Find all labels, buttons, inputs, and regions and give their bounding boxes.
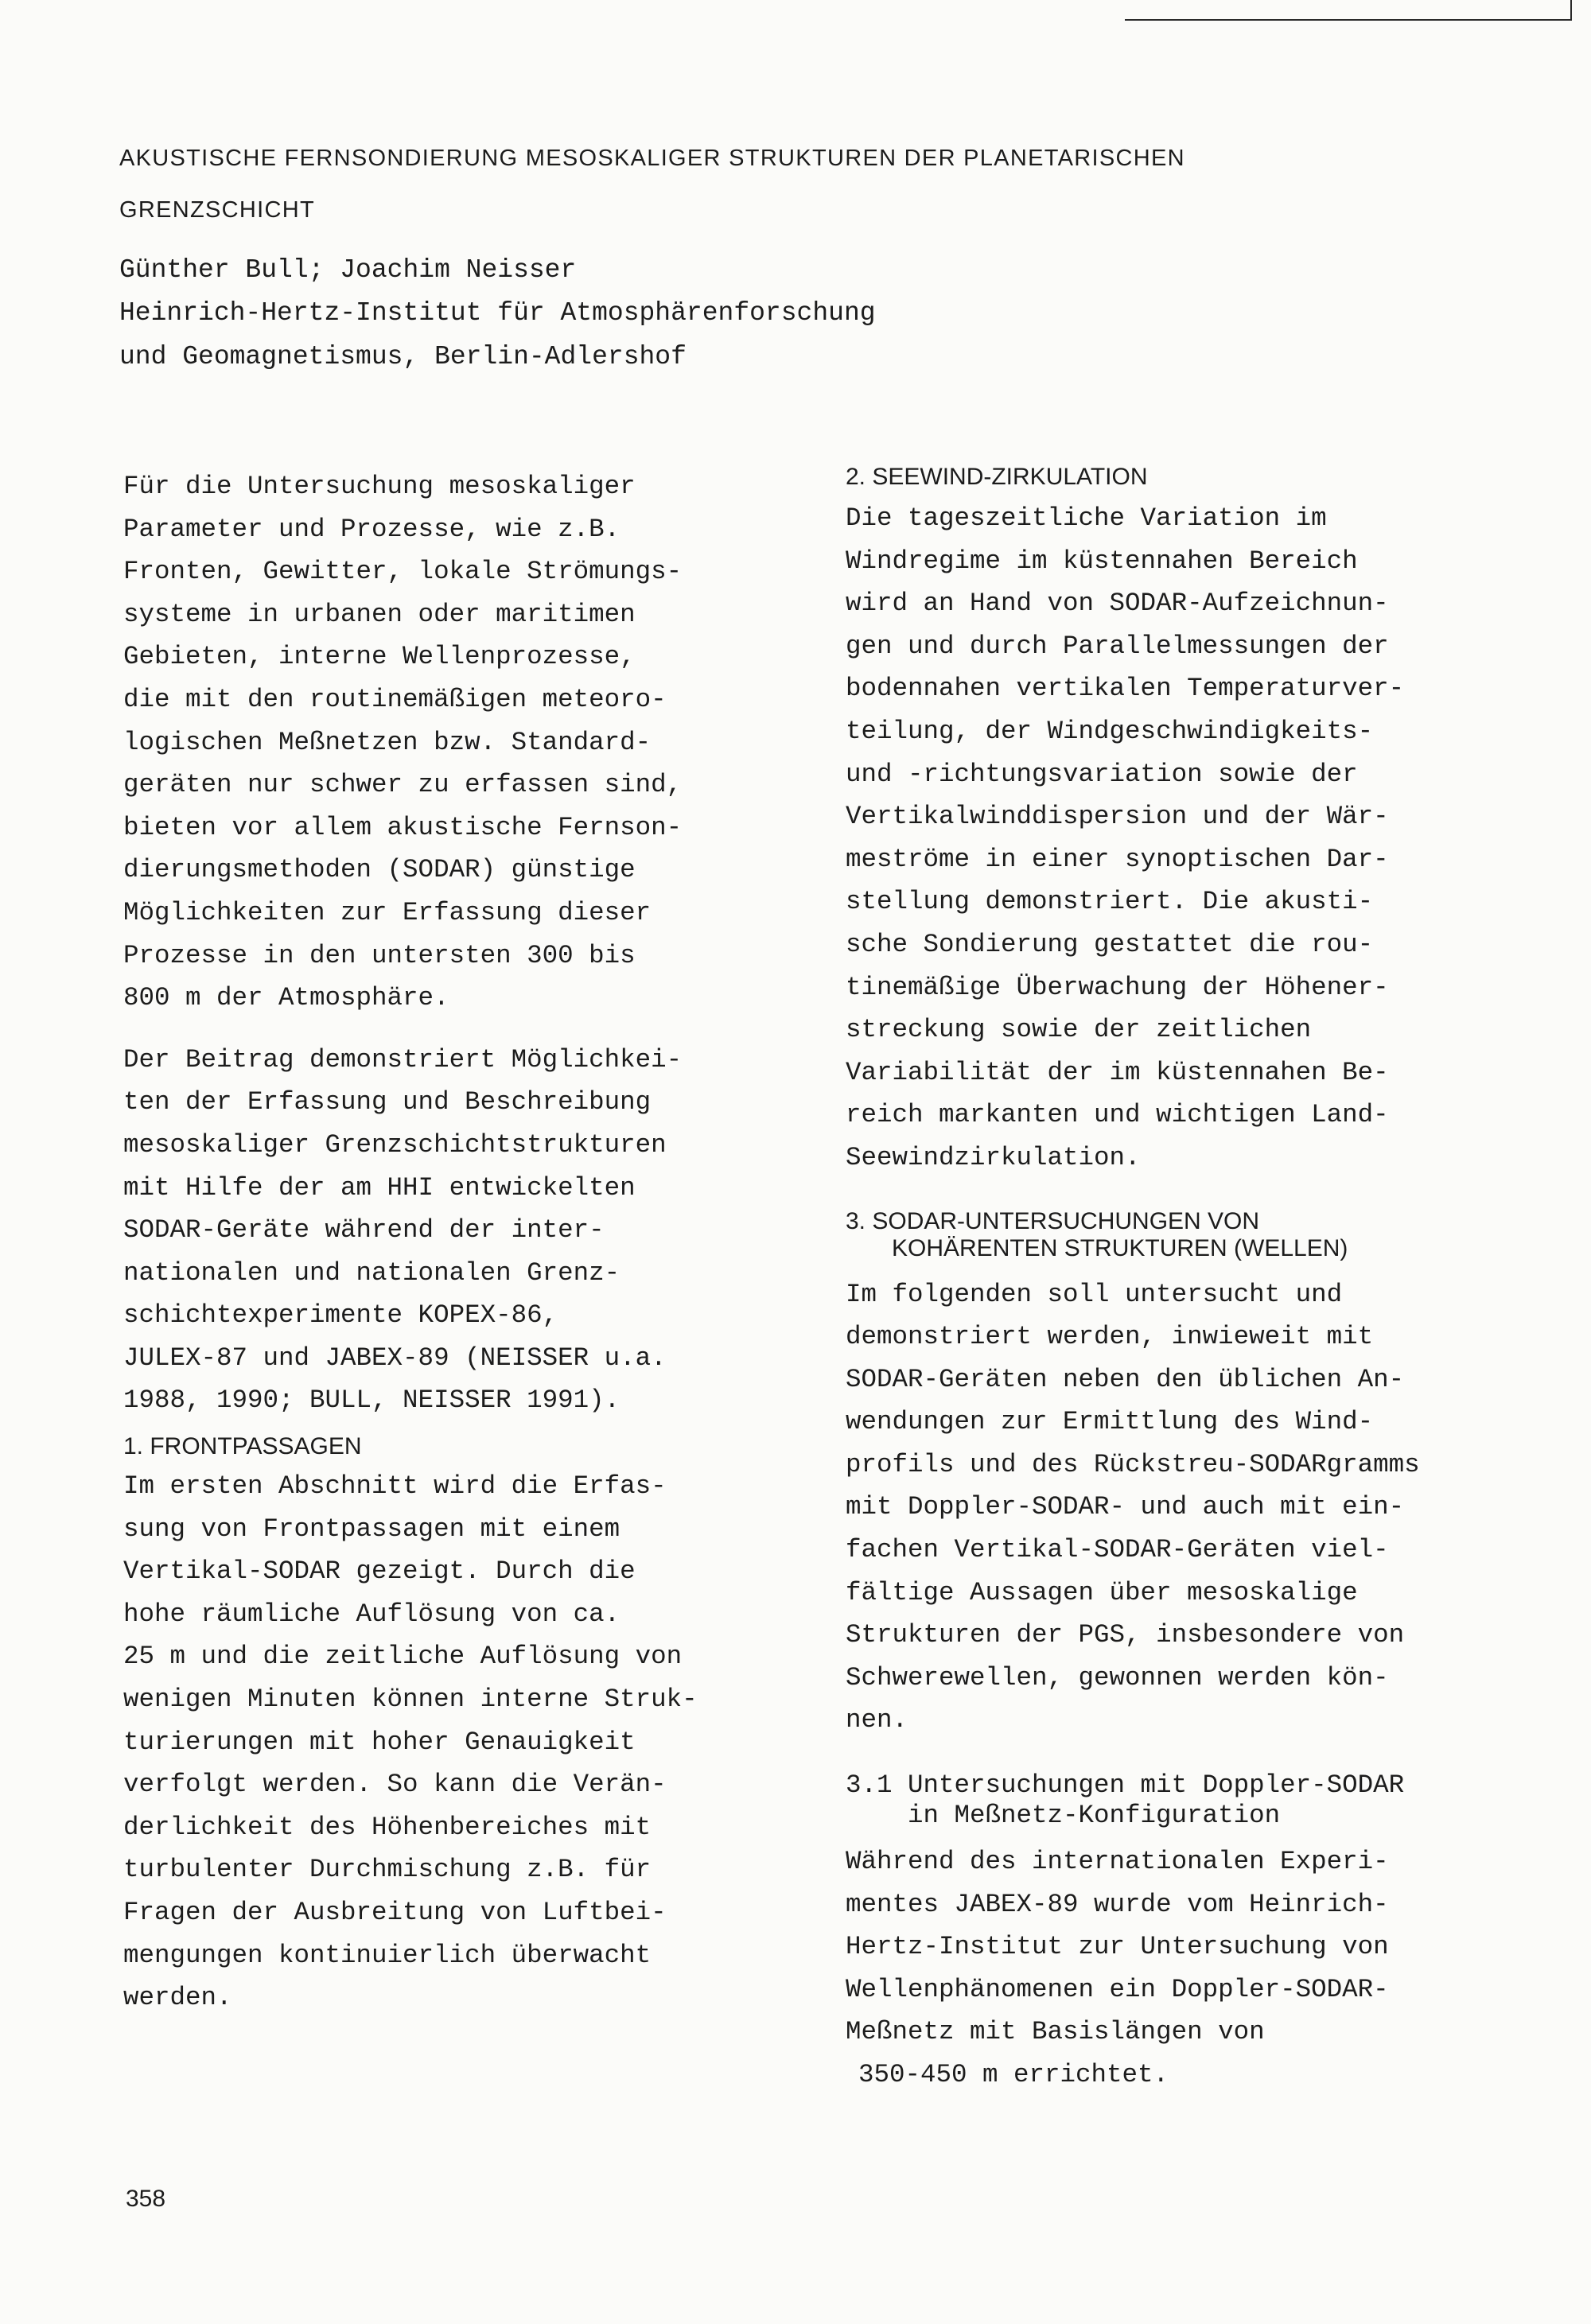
text-line: reich markanten und wichtigen Land- [846, 1100, 1389, 1130]
scan-edge-rule [1125, 19, 1570, 21]
text-line: gen und durch Parallelmessungen der [846, 631, 1389, 661]
section-3-heading-line-2: KOHÄRENTEN STRUKTUREN (WELLEN) [892, 1234, 1348, 1261]
text-line: Seewindzirkulation. [846, 1142, 1141, 1172]
text-line: Schwerewellen, gewonnen werden kön- [846, 1662, 1389, 1692]
section-2-paragraph [846, 497, 1506, 1179]
text-line: Vertikalwinddispersion und der Wär- [846, 802, 1389, 832]
text-line: geräten nur schwer zu erfassen sind, [123, 770, 683, 800]
text-line: mit Doppler-SODAR- und auch mit ein- [846, 1492, 1405, 1522]
text-line: mengungen kontinuierlich überwacht [123, 1940, 652, 1970]
text-line: Parameter und Prozesse, wie z.B. [123, 514, 620, 544]
paragraph-gap [123, 1020, 776, 1039]
text-line: Meßnetz mit Basislängen von [846, 2017, 1265, 2047]
right-column [846, 457, 1506, 2097]
text-line: nationalen und nationalen Grenz- [123, 1257, 620, 1288]
text-line: demonstriert werden, inwieweit mit [846, 1322, 1374, 1352]
section-3-1-heading-line-2: in Meßnetz-Konfiguration [908, 1801, 1281, 1831]
text-line: 25 m und die zeitliche Auflösung von [123, 1642, 683, 1672]
text-line: sung von Frontpassagen mit einem [123, 1514, 620, 1544]
text-line: 350-450 m errichtet. [858, 2060, 1169, 2089]
text-line: streckung sowie der zeitlichen [846, 1015, 1312, 1045]
page-number: 358 [126, 2186, 166, 2212]
authors: Günther Bull; Joachim Neisser [119, 255, 577, 285]
text-line: SODAR-Geräten neben den üblichen An- [846, 1364, 1405, 1394]
text-line: dierungsmethoden (SODAR) günstige [123, 855, 636, 885]
scan-edge-rule-vertical [1570, 0, 1572, 21]
text-line: 800 m der Atmosphäre. [123, 983, 449, 1013]
text-line: 1988, 1990; BULL, NEISSER 1991). [123, 1385, 620, 1416]
text-line: wird an Hand von SODAR-Aufzeichnun- [846, 589, 1389, 619]
text-line: Die tageszeitliche Variation im [846, 503, 1327, 533]
text-line: Gebieten, interne Wellenprozesse, [123, 642, 636, 672]
text-line: Strukturen der PGS, insbesondere von [846, 1620, 1405, 1650]
text-line: Variabilität der im küstennahen Be- [846, 1057, 1389, 1087]
text-line: verfolgt werden. So kann die Verän- [123, 1770, 667, 1800]
text-line: schichtexperimente KOPEX-86, [123, 1300, 558, 1331]
text-line: und -richtungsvariation sowie der [846, 759, 1358, 789]
section-gap [846, 1742, 1506, 1770]
text-line: logischen Meßnetzen bzw. Standard- [123, 727, 652, 757]
text-line: hohe räumliche Auflösung von ca. [123, 1599, 620, 1629]
text-line: Vertikal-SODAR gezeigt. Durch die [123, 1556, 636, 1587]
institute-line-1: Heinrich-Hertz-Institut für Atmosphärenforschung [119, 298, 876, 328]
section-3-paragraph [846, 1273, 1506, 1743]
text-line: Im ersten Abschnitt wird die Erfas- [123, 1471, 667, 1502]
section-gap [846, 1179, 1506, 1208]
text-line: turbulenter Durchmischung z.B. für [123, 1855, 652, 1885]
text-line: mentes JABEX-89 wurde vom Heinrich- [846, 1889, 1389, 1919]
text-line: fachen Vertikal-SODAR-Geräten viel- [846, 1535, 1389, 1565]
section-1-paragraph [123, 1465, 776, 2019]
text-line: nen. [846, 1705, 908, 1735]
paper-title-line-2: GRENZSCHICHT [119, 197, 315, 223]
text-line: Während des internationalen Experi- [846, 1847, 1389, 1877]
text-line: Der Beitrag demonstriert Möglichkei- [123, 1044, 683, 1075]
text-line: werden. [123, 1983, 232, 2013]
paper-title-line-1: AKUSTISCHE FERNSONDIERUNG MESOSKALIGER STRUKTUREN DER PLANETARISCHEN [119, 146, 1185, 171]
text-line: Im folgenden soll untersucht und [846, 1279, 1343, 1309]
left-column [123, 465, 776, 2019]
text-line: wendungen zur Ermittlung des Wind- [846, 1407, 1374, 1437]
text-line: Fronten, Gewitter, lokale Strömungs- [123, 557, 683, 587]
text-line: tinemäßige Überwachung der Höhener- [846, 972, 1389, 1002]
text-line: Fragen der Ausbreitung von Luftbei- [123, 1898, 667, 1927]
section-3-1-paragraph [846, 1840, 1506, 2097]
institute-line-2: und Geomagnetismus, Berlin-Adlershof [119, 342, 687, 371]
text-line: Windregime im küstennahen Bereich [846, 546, 1358, 576]
intro-paragraph [123, 465, 776, 1020]
text-line: die mit den routinemäßigen meteoro- [123, 684, 667, 714]
text-line: derlichkeit des Höhenbereiches mit [123, 1812, 652, 1842]
text-line: ten der Erfassung und Beschreibung [123, 1087, 652, 1117]
text-line: SODAR-Geräte während der inter- [123, 1215, 605, 1246]
text-line: meströme in einer synoptischen Dar- [846, 844, 1389, 874]
section-2-heading: 2. SEEWIND-ZIRKULATION [846, 464, 1148, 490]
text-line: sche Sondierung gestattet die rou- [846, 929, 1374, 959]
section-1-heading: 1. FRONTPASSAGEN [123, 1433, 362, 1460]
text-line: Möglichkeiten zur Erfassung dieser [123, 897, 652, 927]
section-3-1-heading-line-1: 3.1 Untersuchungen mit Doppler-SODAR [846, 1770, 1405, 1801]
text-line: Wellenphänomenen ein Doppler-SODAR- [846, 1974, 1389, 2004]
text-line: profils und des Rückstreu-SODARgramms [846, 1449, 1420, 1479]
text-line: Für die Untersuchung mesoskaliger [123, 472, 636, 501]
text-line: bodennahen vertikalen Temperaturver- [846, 674, 1405, 704]
text-line: Hertz-Institut zur Untersuchung von [846, 1932, 1389, 1962]
text-line: stellung demonstriert. Die akusti- [846, 887, 1374, 917]
text-line: JULEX-87 und JABEX-89 (NEISSER u.a. [123, 1343, 667, 1373]
text-line: systeme in urbanen oder maritimen [123, 599, 636, 629]
text-line: mesoskaliger Grenzschichtstrukturen [123, 1129, 667, 1160]
text-line: fältige Aussagen über mesoskalige [846, 1577, 1358, 1607]
section-3-heading-line-1: 3. SODAR-UNTERSUCHUNGEN VON [846, 1207, 1260, 1234]
text-line: wenigen Minuten können interne Struk- [123, 1685, 698, 1715]
contribution-paragraph [123, 1039, 776, 1422]
text-line: mit Hilfe der am HHI entwickelten [123, 1172, 636, 1203]
text-line: teilung, der Windgeschwindigkeits- [846, 716, 1374, 746]
text-line: Prozesse in den untersten 300 bis [123, 940, 636, 970]
text-line: bieten vor allem akustische Fernson- [123, 812, 683, 842]
text-line: turierungen mit hoher Genauigkeit [123, 1727, 636, 1757]
